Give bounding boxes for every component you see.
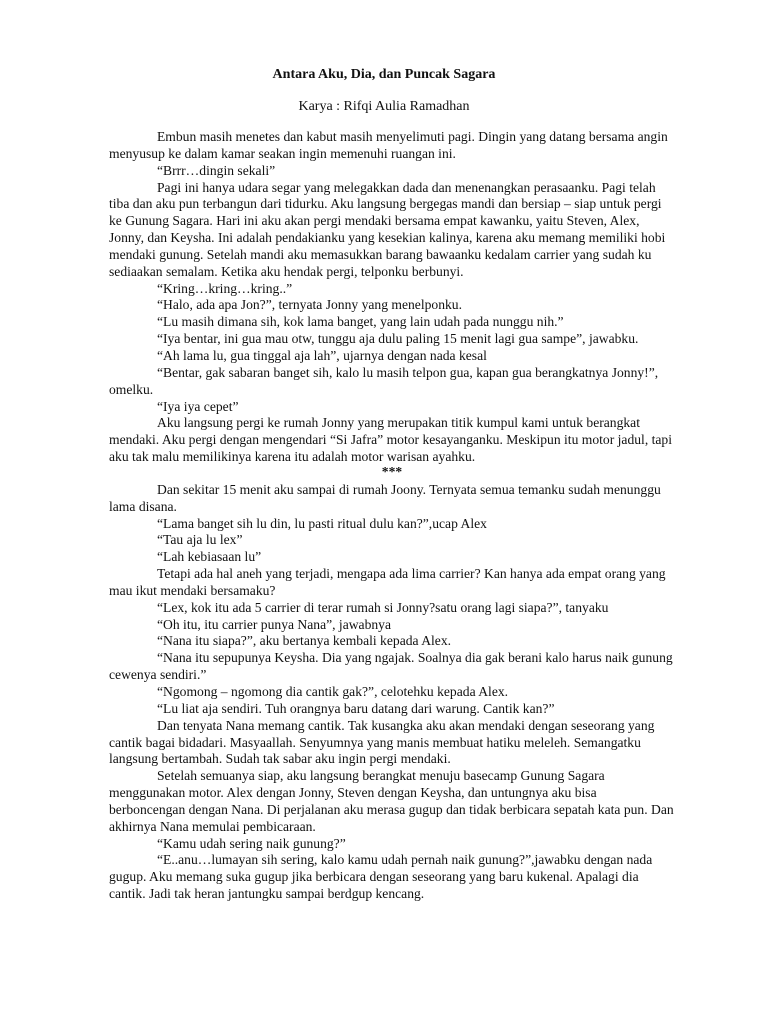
paragraph: “Kamu udah sering naik gunung?” bbox=[157, 835, 346, 851]
paragraph: “Tau aja lu lex” bbox=[157, 532, 243, 548]
paragraph: “Iya iya cepet” bbox=[157, 398, 239, 414]
paragraph: “Nana itu sepupunya Keysha. Dia yang ngajak. Soalnya dia gak berani kalo harus naik gunung cewenya sendiri.” bbox=[109, 650, 673, 683]
paragraph: “Nana itu siapa?”, aku bertanya kembali kepada Alex. bbox=[157, 633, 452, 649]
paragraph: “Ah lama lu, gua tinggal aja lah”, ujarnya dengan nada kesal bbox=[157, 347, 487, 363]
paragraph: Setelah semuanya siap, aku langsung berangkat menuju basecamp Gunung Sagara menggunakan motor. Alex dengan Jonny, Steven dengan Keysha, dan untungnya aku bisa berboncengan dengan Nana. Di perjalanan aku merasa gugup dan tidak berbicara sepatah kata pun. Dan akhirnya Nana memulai pembicaraan. bbox=[109, 768, 674, 834]
paragraph: Tetapi ada hal aneh yang terjadi, mengapa ada lima carrier? Kan hanya ada empat orang yang mau ikut mendaki bersamaku? bbox=[109, 566, 666, 598]
paragraph: “Bentar, gak sabaran banget sih, kalo lu masih telpon gua, kapan gua berangkatnya Jonny!”, omelku. bbox=[109, 364, 659, 397]
paragraph: Dan sekitar 15 menit aku sampai di rumah Joony. Ternyata semua temanku sudah menunggu lama disana. bbox=[109, 481, 661, 514]
paragraph: “Brrr…dingin sekali” bbox=[157, 162, 276, 178]
paragraph: “Lu masih dimana sih, kok lama banget, yang lain udah pada nunggu nih.” bbox=[157, 314, 564, 330]
paragraph: “E..anu…lumayan sih sering, kalo kamu udah pernah naik gunung?”,jawabku dengan nada gugup. Aku memang suka gugup jika berbicara dengan seseorang yang baru kukenal. Apalagi dia cantik. Jadi tak heran jantungku sampai berdgup kencang. bbox=[109, 852, 653, 902]
document-author: Karya : Rifqi Aulia Ramadhan bbox=[298, 99, 470, 114]
paragraph: “Kring…kring…kring..” bbox=[157, 280, 293, 296]
paragraph: “Lah kebiasaan lu” bbox=[157, 549, 262, 565]
paragraph: Pagi ini hanya udara segar yang melegakkan dada dan menenangkan perasaanku. Pagi telah tiba dan aku pun terbangun dari tidurku. Aku langsung bergegas mandi dan bersiap – siap untuk pergi ke Gunung Sagara. Hari ini aku akan pergi mendaki bersama empat kawanku, yaitu Steven, Alex, Jonny, dan Keysha. Ini adalah pendakianku yang kesekian kalinya, karena aku memang memiliki hobi mendaki gunung. Setelah mandi aku memasukkan barang bawaanku kedalam carrier yang sudah ku sediaakan semalam. Ketika aku hendak pergi, telponku berbunyi. bbox=[109, 179, 666, 279]
paragraph: Aku langsung pergi ke rumah Jonny yang merupakan titik kumpul kami untuk berangkat mendaki. Aku pergi dengan mengendari “Si Jafra” motor kesayanganku. Meskipun itu motor jadul, tapi aku tak malu memilikinya karena itu adalah motor warisan ayahku. bbox=[109, 415, 672, 465]
scene-break: *** bbox=[381, 463, 403, 479]
paragraph: Embun masih menetes dan kabut masih menyelimuti pagi. Dingin yang datang bersama angin menyusup ke dalam kamar seakan ingin memenuhi ruangan ini. bbox=[109, 129, 668, 161]
paragraph: “Oh itu, itu carrier punya Nana”, jawabnya bbox=[157, 616, 392, 632]
paragraph: “Lu liat aja sendiri. Tuh orangnya baru datang dari warung. Cantik kan?” bbox=[157, 700, 555, 716]
story-body bbox=[109, 129, 675, 903]
document-title: Antara Aku, Dia, dan Puncak Sagara bbox=[272, 67, 496, 82]
paragraph: “Halo, ada apa Jon?”, ternyata Jonny yang menelponku. bbox=[157, 297, 462, 313]
paragraph: “Lama banget sih lu din, lu pasti ritual dulu kan?”,ucap Alex bbox=[157, 515, 487, 531]
paragraph: “Ngomong – ngomong dia cantik gak?”, celotehku kepada Alex. bbox=[157, 684, 509, 699]
paragraph: “Lex, kok itu ada 5 carrier di terar rumah si Jonny?satu orang lagi siapa?”, tanyaku bbox=[157, 599, 609, 615]
paragraph: Dan tenyata Nana memang cantik. Tak kusangka aku akan mendaki dengan seseorang yang cantik bagai bidadari. Masyaallah. Senyumnya yang manis membuat hatiku meleleh. Semangatku langsung bertambah. Sudah tak sabar aku ingin pergi mendaki. bbox=[109, 717, 655, 767]
paragraph: “Iya bentar, ini gua mau otw, tunggu aja dulu paling 15 menit lagi gua sampe”, jawabku. bbox=[157, 331, 639, 347]
